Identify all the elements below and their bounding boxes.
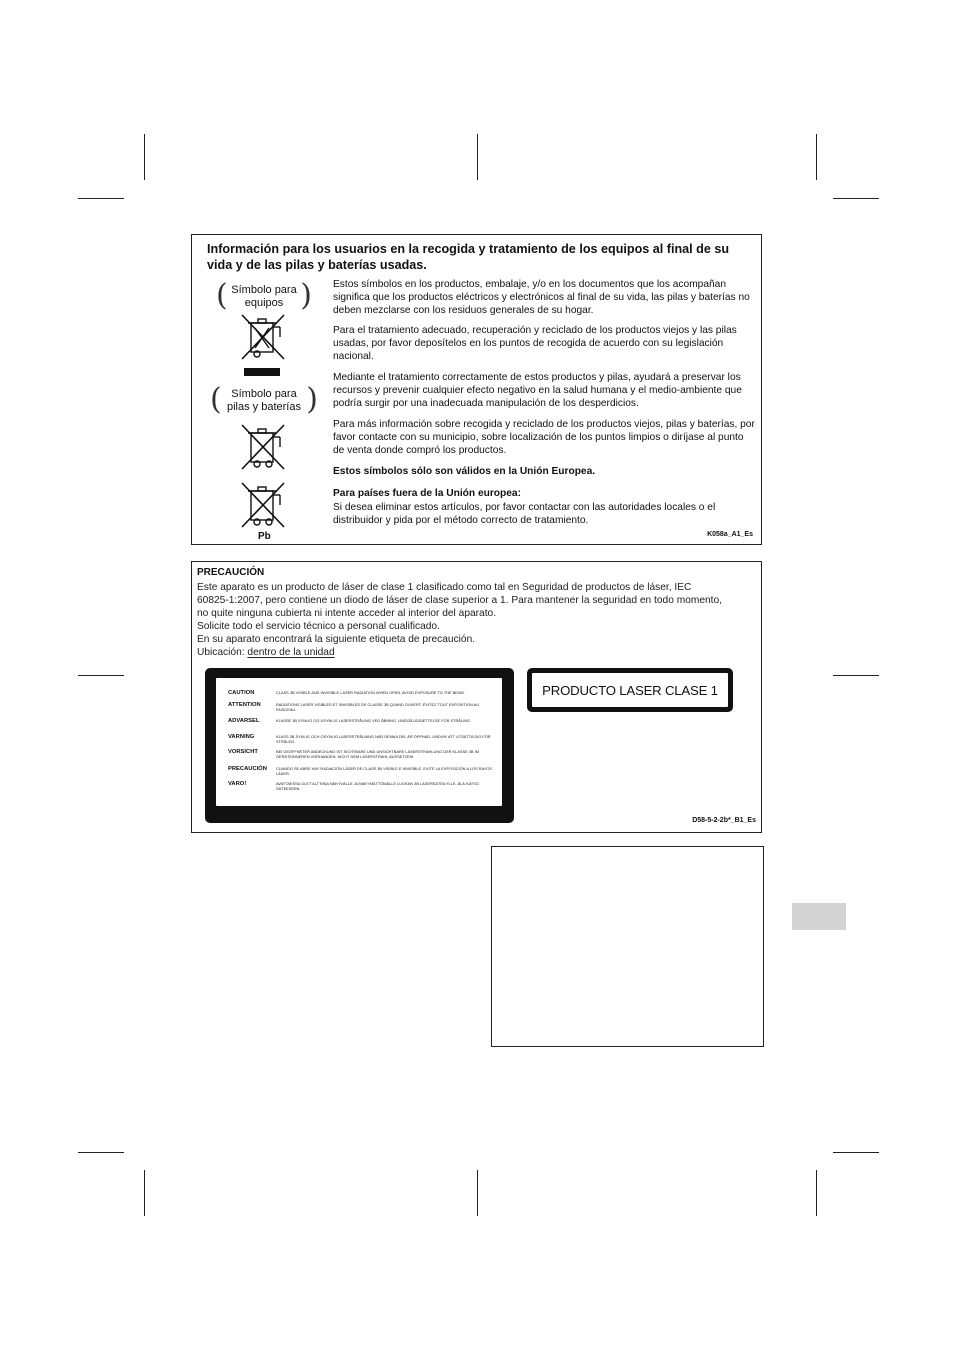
location-prefix: Ubicación:	[197, 647, 248, 659]
crop-mark	[833, 675, 879, 676]
solid-bar	[244, 368, 280, 376]
outside-eu-heading: Para países fuera de la Unión europea:	[333, 488, 521, 499]
caution-line: 60825-1:2007, pero contiene un diodo de láser de clase superior a 1. Para mantener la seguridad en todo momento,	[197, 595, 723, 607]
warning-row	[228, 734, 498, 744]
warning-row	[228, 749, 498, 759]
warning-row-text: RADIATIONS LASER VISIBLES ET INVISIBLES DE CLASSE 3B QUAND OUVERT. ÉVITEZ TOUT EXPOSITION AU FAISCEAU.	[276, 702, 480, 712]
caution-body	[197, 581, 752, 660]
weee-title: Información para los usuarios en la recogida y tratamiento de los equipos al final de su vida y de las pilas y baterías usadas.	[207, 242, 730, 272]
eu-only-note: Estos símbolos sólo son válidos en la Unión Europea.	[333, 466, 596, 477]
laser-class-label	[527, 668, 733, 712]
warning-row-key: CAUTION	[228, 690, 255, 696]
warning-row-key: ATTENTION	[228, 702, 261, 708]
warning-row-key: PRECAUCIÓN	[228, 766, 267, 772]
crop-mark	[816, 134, 817, 180]
crossed-battery-bin-pb-icon	[240, 481, 286, 529]
equipment-symbol-label: ( Símbolo para equipos )	[216, 278, 312, 313]
weee-code: K058a_A1_Es	[707, 531, 753, 538]
warning-row-text: AVATTAESSA OLET ALTTIINA NÄKYVÄLLE JA NÄKYMÄTTÖMÄLLE LUOKAN 3B LASERSÄTEILYLLE. ÄLÄ KATSO SÄTEESEEN.	[276, 781, 479, 791]
battery-label-line: Símbolo para	[231, 388, 297, 400]
warning-row-key: VORSICHT	[228, 749, 258, 755]
crop-mark	[477, 134, 478, 180]
warning-row-text: CLASS 3B VISIBLE AND INVISIBLE LASER RADIATION WHEN OPEN, AVOID EXPOSURE TO THE BEAM.	[276, 690, 465, 695]
crop-mark	[144, 1170, 145, 1216]
crossed-bin-icon	[240, 313, 286, 361]
location-value: dentro de la unidad	[247, 647, 335, 659]
weee-paragraph: Para el tratamiento adecuado, recuperación y reciclado de los productos viejos y las pilas usadas, por favor deposítelos en los puntos de recogida de acuerdo con su legislación nacional.	[333, 325, 737, 363]
caution-code: D58-5-2-2b*_B1_Es	[692, 817, 756, 824]
equipment-label-line: equipos	[244, 297, 284, 309]
warning-row-text: KLASSE 3B SYNLIG OG USYNLIG LASERSTRÅLING VED ÅBNING. UNDGÅ UDSÆTTELSE FOR STRÅLING.	[276, 718, 472, 723]
warning-row	[228, 718, 498, 725]
crop-mark	[78, 675, 124, 676]
weee-info-box	[191, 234, 762, 545]
crop-mark	[477, 1170, 478, 1216]
battery-symbol-label: ( Símbolo para pilas y baterías )	[210, 382, 318, 417]
outside-eu-text: Si desea eliminar estos artículos, por favor contactar con las autoridades locales o el distribuidor y pida por el método correcto de tratamiento.	[333, 502, 716, 527]
location-line	[197, 646, 752, 659]
warning-row-key: VARO!	[228, 781, 247, 787]
laser-class-text: PRODUCTO LASER CLASE 1	[532, 673, 728, 707]
warning-row	[228, 702, 498, 712]
crop-mark	[78, 1152, 124, 1153]
crop-mark	[78, 198, 124, 199]
caution-line: Este aparato es un producto de láser de clase 1 clasificado como tal en Seguridad de productos de láser, IEC	[197, 582, 692, 593]
empty-box	[491, 846, 764, 1047]
equipment-label-line: Símbolo para	[231, 284, 297, 296]
battery-label-line: pilas y baterías	[227, 401, 301, 413]
weee-paragraph: Para más información sobre recogida y reciclado de los productos viejos, pilas y baterías, por favor contacte con su municipio, sobre localización de los puntos limpios o diríjase al punto de venta donde compró los productos.	[333, 419, 755, 457]
warning-row	[228, 690, 498, 697]
laser-warning-label-inner	[216, 678, 502, 806]
caution-line: no quite ninguna cubierta ni intente acceder al interior del aparato.	[197, 608, 497, 620]
warning-row-text: BEI GEÖFFNETER ABDECKUNG IST SICHTBARE UND UNSICHTBARE LASERSTRAHLUNG DER KLASSE 3B IM GERÄTEINNEREN VORHANDEN. NICHT DEM LASERSTRAHL AUSSETZEN!	[276, 749, 479, 759]
warning-row-key: ADVARSEL	[228, 718, 260, 724]
crop-mark	[833, 1152, 879, 1153]
caution-line: En su aparato encontrará la siguiente etiqueta de precaución.	[197, 634, 476, 646]
laser-warning-label	[205, 668, 514, 823]
caution-line: Solicite todo el servicio técnico a personal cualificado.	[197, 621, 440, 633]
warning-row-text: KLASS 3B SYNLIG OCH OSYNLIG LASERSTRÅLNING NÄR DENNA DEL ÄR ÖPPNAD. UNDVIK ATT UTSÄTTA DIG FÖR STRÅLEN.	[276, 734, 491, 744]
warning-row	[228, 781, 498, 791]
weee-paragraph: Estos símbolos en los productos, embalaje, y/o en los documentos que los acompañan significa que los productos eléctricos y electrónicos al final de su vida, las pilas y baterías no deben mezclarse con los residuos generales de su hogar.	[333, 279, 750, 317]
crop-mark	[833, 198, 879, 199]
warning-row-key: VARNING	[228, 734, 255, 740]
caution-box	[191, 561, 762, 833]
crop-mark	[144, 134, 145, 180]
warning-row	[228, 766, 498, 776]
language-tab	[792, 903, 846, 930]
crop-mark	[816, 1170, 817, 1216]
caution-heading: PRECAUCIÓN	[197, 567, 265, 578]
crossed-battery-bin-icon	[240, 423, 286, 471]
weee-paragraph: Mediante el tratamiento correctamente de estos productos y pilas, ayudará a preservar los recursos y prevenir cualquier efecto negativo en la salud humana y el medio-ambiente que podría surgir por una inadecuada manipulación de los desperdicios.	[333, 372, 742, 410]
warning-row-text: CUANDO SE ABRE HAY RADIACIÓN LÁSER DE CLASE 3B VISIBLE E INVISIBLE. EVITE LA EXPOSICIÓN A LOS RAYOS LÁSER.	[276, 766, 493, 776]
pb-label: Pb	[258, 531, 271, 542]
